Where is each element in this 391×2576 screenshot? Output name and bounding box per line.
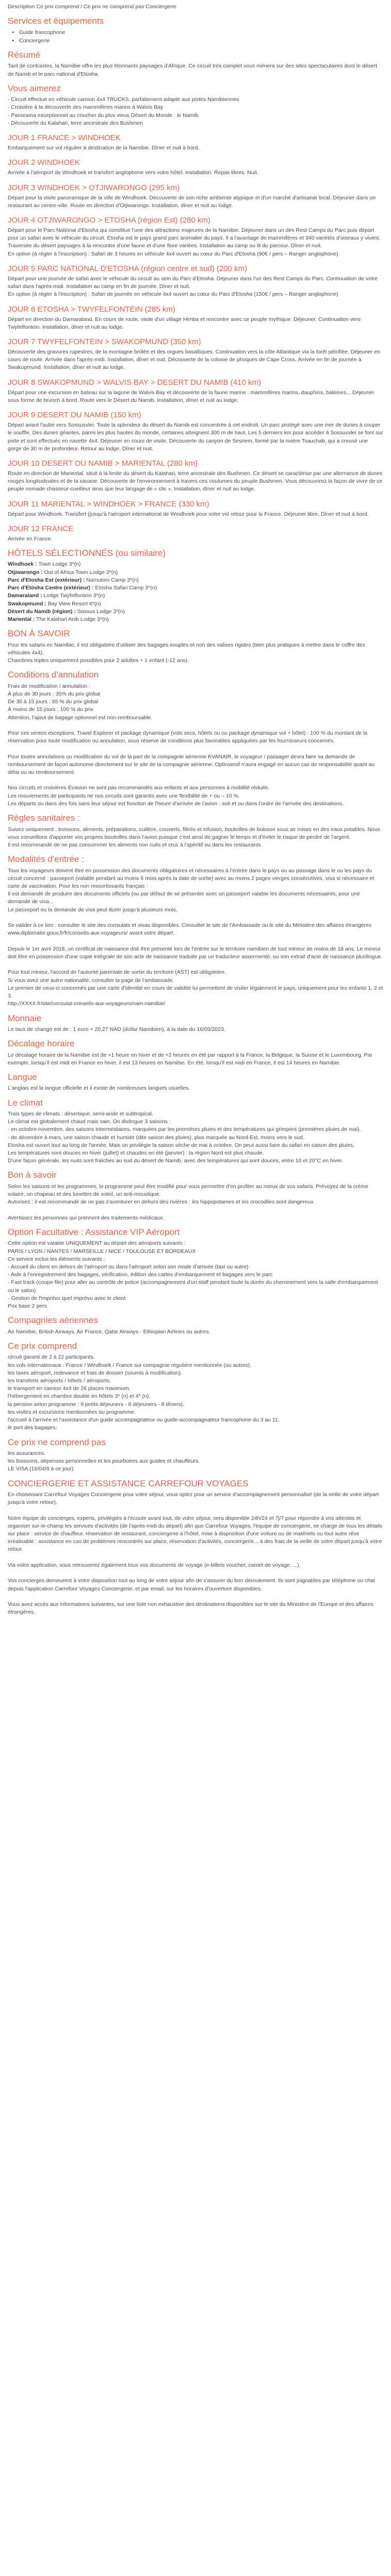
resume-title: Résumé [8,50,41,60]
day-title: JOUR 1 FRANCE > WINDHOEK [8,133,121,143]
day-title: JOUR 9 DESERT DU NAMIB (150 km) [8,411,141,420]
day-text: Arrivée à l'aéroport de Windhoek et transfert anglophone vers votre hôtel. Installation. Repas libres. Nuit. [8,170,258,176]
conditions-text: Frais de modification / annulation : À plus de 30 jours : 35% du prix global De 30 à 15 jours : 65 % du prix global À moins de 15 jours : 100 % du prix Attention, l'ajout de bagage optionnel est non-remboursable. Pour ces ventes exceptions, Travel Explorer et package dynamique (vols secs, hôtels ou ou package dynamique vol + hôtel) : 100 % du montant de la réservation pour toute modification ou annulation, sous réserve de conditions plus favorables appliquées par les fournisseurs concernés. Pour toutes annulations ou modification du vol de la part de la compagnie aérienne KVANAIR, le voyageur / passager devra faire sa demande de remboursement de façon autonome directement sur le site de la compagnie aérienne. Optiroamif n'aura engagé en aucun cas de responsabilité quant au délai ou au remboursement. Nos circuits et croisières Evasion ne sont pas recommandés aux enfants et aux personnes à mobilité réduite. Les mouvements de participants ne nos circuits sont garantis avec une flexibilité de + ou – 10 %. Les départs ou dans des fois sans leur séjour est fonction de l'heure d'arrivée de l'avion : soit et ou dans l'ordre de l'arrivée des destinations. [8,683,375,807]
hotel-line [8,608,383,616]
hotel-name: Out of Africa Town Lodge 3*(n) [44,569,118,575]
monnaie-text: Le taux de change est de : 1 euro = 20,27 NAD (dollar Namibien), à la date du 16/05/2023. [8,1026,225,1032]
aimerez-line: - Découverte du Kalahari, terre ancestrale des Bushmen [8,120,143,126]
bonsavoir-title: Bon à savoir [8,1170,57,1180]
hotel-place: Mariental : [8,616,35,622]
hotel-name: Town Lodge 3*(n) [38,561,81,568]
hotel-name: Sossus Lodge 3*(n) [77,608,125,615]
day-text: Départ pour Windhoek. Transfert (jusqu'à l'aéroport international de Windhoek pour votre vol retour pour la France. Déjeuner libre. Dîner et nuit à bord. [8,511,369,517]
prix-comprend-title: Ce prix comprend [8,1341,77,1351]
services-item: • Guide francophone [19,29,383,37]
hotel-line [8,569,383,577]
day-text: Arrivée en France. [8,535,53,542]
intro-line: Description Ce prix comprend / Ce prix ne comprend pas Conciergerie [8,4,176,10]
day-text: Départ pour une excursion en bateau sur la lagune de Walvis Bay et découverte de la faune marine : mammifères marins, dauphins, baleines... Déjeuner sous forme de brunch à bord. Route vers le Désert du Namib. Installation, dîner et nuit au lodge. [8,389,374,403]
day-text: Route en direction de Mariental, situé à la limite du désert du Kalahari, terre ancestrale des Bushmen. Ce désert se caractérise par une alternance de dunes rouges longitudinales et de la savane. Découverte de l'environnement à travers ces coutumes du peuple Bushmen. Vous découvrirez la façon de vivre de ce peuple nomade chasseur-cueilleur ainsi que leur langage de « clic ». Installation, dîner et nuit au lodge. [8,470,383,493]
climat-text: Trois types de climats : désertique, semi-aride et subtropical. Le climat est globalement chaud mais sain. On distingue 3 saisons : - en octobre-novembre, des saisons intermédiaires, marquées par les premières pluies et des températures qui grimpent (premières pluies de mai). - de décembre à mars, une saison chaude et humide (dite saison des pluies), plus marquée au Nord-Est, moins vers le sud. Etosha est ouvert tout au long de l'année. Mais on privilégie la saison sèche de mai à octobre. On peut aussi faire du safari en saison des pluies. Les températures sont douces en hiver (juillet) et chaudes en été (janvier) : la région Nord est plus chaude. D'une façon générale, les nuits sont fraîches au sud du désert de Namib, avec des températures qui sont douces, entre 10 et 20°C en hiver. [8,1110,361,1164]
services-list [8,29,383,45]
hotel-line [8,577,383,584]
hotel-line [8,592,383,600]
bonsavoir-text: Selon les saisons et les programmes, le programme peut être modifié pour vous permettre d'en profiter au mieux de vos safaris. Prévoyez de la crème solaire, un chapeau et des lunettes de soleil, un anti-moustique. Autorisez : il est recommandé de ne pas s'aventurer en dehors des rivières : les hippopotames et les crocodiles sont dangereux. Avertissez les personnes qui prennent des traitements médicaux. [8,1183,368,1221]
compagnies-title: Compagnies aériennes [8,1315,98,1326]
hotel-place: Swakopmund : [8,600,46,607]
day-text: Départ pour la visite panoramique de la ville de Windhoek. Découverte de son riche ambiente atypique et d'un marché d'artisanat local. Déjeuner dans un restaurant au centre-ville. Route en direction d'Otjiwarongo. Installation, dîner et nuit au lodge. [8,194,376,209]
services-item: • Conciergerie [19,37,383,45]
day-title: JOUR 12 FRANCE [8,524,74,533]
regles-text: Suivez uniquement : boissons, aliments, préparations, cuillère, couverts, filtrés et infusion, bouteilles de boisson sous air mises en des eaux potables. Nous vous conseillons d'apporter vos propres bouteilles dans l'avion puisque c'est ainsi de gagner le temps et d'éviter le risque de perdre de l'argent. Il est recommandé de ne pas consommer les aliments non cuits et crus à l'apéritif ou dans les restaurants. [8,826,380,848]
day-title: JOUR 3 WINDHOEK > OTJIWARONGO (295 km) [8,183,180,192]
climat-title: Le climat [8,1097,43,1108]
prix-comprend-text: circuit garanti de 2 à 22 participants. les vols internationaux : France / Windhoek / France sur compagnie régulière mentionnée (ou autres). les taxes aéroport, redevance et frais de dossier (soumis à modification). les transferts aéroports / hôtels / aéroports. le transport en camion 4x4 de 26 places maximum. l'hébergement en chambre double en hôtels 3* (n) et 4* (n). la pension selon programme : 9 petits déjeuners - 8 déjeuners - 8 dîners). les visites et excursions mentionnées au programme. l'accueil à l'arrivée et l'assistance d'un guide accompagnateur ou guide-accompagnateur francophone du 3 au 11. le port des bagages. [8,1354,280,1431]
aimerez-line: - Circuit effectué en véhicule camion 4x4 TRUCKS, parfaitement adapté aux pistes Namibiennes [8,96,239,103]
itinerary [8,133,383,543]
monnaie-title: Monnaie [8,1013,42,1023]
hotel-line [8,561,383,568]
compagnies-text: Air Namibie, British Airways, Air France, Qatar Airways - Ethiopian Airlines ou autres [8,1328,209,1335]
hotel-line [8,600,383,608]
day-text: Départ pour le Parc National d'Etosha qui constitue l'une des attractions majeures de la Namibie. Déjeuner dans un des Rest Camps du Parc puis départ pour un safari avec le véhicule du circuit. Etosha est le pays grand parc animalier du pays. Il a l'avantage de mammifères et 340 variétés d'oiseaux y vivent. Traversée du désert paysages à la rencontre d'une faune et d'une flore variées. Installation au camp ou lit du parcour. Dîner et nuit. En option (à régler à l'inscription) : Safari de 3 heures en véhicule 4x4 ouvert au cœur du Parc d'Etosha (90€ / pers – Ranger anglophone) [8,227,381,257]
hotels-list [8,561,383,623]
bonvoir-text: Pour les safaris en Namibie, il est obligatoire d'utiliser des bagages souples et non des valises rigides (bien plus pratiques à mettre dans le coffre des véhicules 4x4). Chambres triples uniquement possibles pour 2 adultes + 1 enfant (-12 ans). [8,641,365,664]
hotel-name: Bay View Resort 4*(n) [47,600,101,607]
hotel-name: Lodge Twyfelfontein 3*(n) [43,592,105,599]
day-title: JOUR 10 DESERT DU NAMIB > MARIENTAL (280 km) [8,459,198,468]
hotel-line [8,616,383,623]
aimerez-title: Vous aimerez [8,83,61,93]
hotel-place: Otjiwarongo : [8,569,43,575]
hotel-place: Parc d'Etosha Est (extérieur) : [8,577,85,583]
conciergerie-text: En choisissant Carrefour Voyages Conciergerie pour votre séjour, vous optez pour un service d'accompagnement personnalisé (de la veille de votre départ jusqu'à votre retour). Notre équipe de concierges, experts, privilégiés à l'écoute avant tout, de votre séjour, sera disponible 24h/24 et 7j/7 pour répondre à vos attentes et organiser sur-le-champ les services d'activités (de l'après-midi du départ) afin que Carrefour Voyages, l'équipe de conciergerie, se charge de tous les détails sur place : service de chauffeur, réservation de restaurant, conciergerie à l'hôtel, mise à disposition d'une voiture ou de matériels ou tout autre rêve irréalisable : assistance en cas de problèmes rencontrés sur place, réservation d'activités, conciergerie... à des frais de la veille de votre départ jusqu'à votre retour. Via votre application, vous retrouverez également tous vos documents de voyage (e-billets voucher, carnet de voyage, ...). Vos concierges demeurent à votre disposition tout au long de votre séjour afin de s'assurer du bon déroulement. Ils sont joignables par téléphone ou chat depuis l'application Carrefour Voyages Conciergerie, et par email, sur les horaires d'ouverture disponibles. Vous avez accès aux informations suivantes, sur une liste non exhaustive des destinations disponibles sur le site du Ministère de l'Europe et des affaires étrangères. [8,1491,382,1616]
hotel-name: Namutoni Camp 3*(n) [86,577,139,583]
prix-ne-comprend-text: les assurances. les boissons, dépenses personnelles et les pourboires aux guides et chauffeurs. LE VISA (16/04/8 à ce jour). [8,1450,200,1472]
day-title: JOUR 11 MARIENTAL > WINDHOEK > FRANCE (330 km) [8,499,209,509]
hotel-place: Désert du Namib (région) : [8,608,76,615]
day-text: Embarquement sur vol régulier à destination de la Namibie. Dîner et nuit à bord. [8,145,200,151]
option-title: Option Facultative : Assistance VIP Aéroport [8,1227,180,1237]
prix-ne-comprend-title: Ce prix ne comprend pas [8,1437,106,1447]
hotels-title: HÔTELS SÉLECTIONNÉS (ou similaire) [8,548,166,558]
day-text: Départ en direction du Damaraland. En cours de route, visite d'un village Himba et rencontre avec ce peuple mythique. Déjeuner. Continuation vers Twyfelfontein. Installation, dîner et nuit au lodge. [8,316,361,330]
decalage-title: Décalage horaire [8,1039,75,1049]
hotel-place: Parc d'Etosha Centre (extérieur) : [8,585,94,591]
formalites-title: Modalités d'entrée : [8,854,84,865]
day-title: JOUR 7 TWYFELFONTEIN > SWAKOPMUND (350 km) [8,337,201,346]
hotel-place: Windhoek : [8,561,37,568]
hotel-name: The Kalahari Anib Lodge 3*(n) [36,616,109,622]
day-title: JOUR 8 SWAKOPMUND > WALVIS BAY > DESERT DU NAMIB (410 km) [8,378,261,387]
conditions-title: Conditions d'annulation [8,670,99,680]
day-title: JOUR 4 OTJIWARONGO > ETOSHA (région Est) (280 km) [8,216,210,225]
day-title: JOUR 2 WINDHOEK [8,158,80,167]
day-title: JOUR 6 ETOSHA > TWYFELFONTEIN (285 km) [8,304,175,314]
resume-text: Tant de contrastes, la Namibie offre les plus étonnants paysages d'Afrique. Ce circuit très complet vous mènera sur des sites spectaculaires dont le désert de Namib et le parc national d'Etosha. [8,63,378,77]
hotel-line [8,584,383,592]
aimerez-line: - Panorama exceptionnel au coucher du plus vieux Désert du Monde : le Namib [8,112,199,118]
services-title: Services et équipements [8,16,104,26]
conciergerie-title: CONCIERGERIE ET ASSISTANCE CARREFOUR VOYAGES [8,1478,249,1488]
day-text: Départ avant l'aube vers Sossusvlei. Toute la splendeur du désert du Namib est concentrée à cet endroit. Un parc protégé avec une mer de dunes à couper le souffle. Des dunes géantes, parmi les plus hautes du monde, certaines atteignent 300 m de haut. Les 5 derniers km pour accéder à Sossusvlei se font sur piste et sont effectués en navette 4x4. Déjeuner en cours de visite. Découverte du canyon de Sesriem, formé par la rivière Tsauchab, qui a creusé une gorge de 30 m de profondeur. Retour au lodge. Dîner et nuit. [8,422,383,452]
aimerez-line: - Croisière à la découverte des mammifères marins à Walvis Bay [8,104,164,111]
day-text: Découverte des gravures rupestres, de la montagne brûlée et des orgues basaltiques. Continuation vers la côte Atlantique via la forêt pétrifiée. Déjeuner en cours de route. Arrivée dans l'après-midi. Installation, dîner et nuit. Découverte de la colonie de phoques de Cape Cross. Arrivée en fin de journée à Swakopmund. Installation, dîner et nuit au lodge. [8,348,381,371]
hotel-place: Damaraland : [8,592,42,599]
bonvoir-title: BON À SAVOIR [8,629,70,639]
hotel-name: Etosha Safari Camp 3*(n) [95,585,157,591]
day-title: JOUR 5 PARC NATIONAL D'ETOSHA (région centre et sud) (200 km) [8,264,248,273]
langue-title: Langue [8,1072,37,1082]
day-text: Départ pour une journée de safari avec le véhicule du circuit au sein du Parc d'Etosha. Déjeuner dans l'un des Rest Camps du Parc. Continuation de votre safari dans l'après-midi. Installation au camp en fin de journée. Dîner et nuit. En option (à régler à l'inscription) : Safari de journée en véhicule 4x4 ouvert au cœur du Parc d'Etosha (150€ / pers – Ranger anglophone) [8,275,378,298]
formalites-text: Tous les voyageurs doivent être en possession des documents obligatoires et nécessaires à l'entrée dans le pays ou au passage dans le ou les pays du circuit concerné : passeport (valable pendant au moins 6 mois après la date de sortie) avec au moins 2 pages vierges consécutives, visa si nécessaire et carte de vaccination. Pour les non ressortissants français : Il est demandé de produire des documents officiels (ou par défaut de se présenter avec un passeport valable les documents nécessaires, pour une demande de visa... Le passeport ou la demande de visa peut durer jusqu'à plusieurs mois. Se valider à ce lien : consulter le site des consulats et visas disponibles. Consulter le site de l'Ambassade ou le site du Ministère des affaires étrangères www.diplomatie.gouv.fr/fr/conseils-aux-voyageurs/ avant votre départ. Depuis le 1er avril 2018, un certificat de naissance doit être présenté lors de l'entrée sur le territoire namibien de tout mineur de moins de 18 ans. Le mineur doit être en possession d'une copie intégrale de son acte de naissance traduite par un traducteur assermenté, ou son extrait d'acte de naissance plurilingue. Pour tout mineur, l'accord de l'autorité parentale de sortie du territoire (AST) est obligatoire. Si vous avez une autre nationalité, consulter la page de l'ambassade. Le premier de ceux-ci concernés par une carte d'identité en cours de validité lui permettent de visiter légalement le pays, uniquement pour les enfants 1, 2 et 3. http://XXXX.fr/site/consulat-conseils-aux-voyageurs/nam-namibie/ [8,867,383,1007]
option-text: Cette option est valable UNIQUEMENT au départ des aéroports suivants : PARIS / LYON / NANTES / MARSEILLE / NICE / TOULOUSE ET BORDEAUX Ce service inclus les éléments suivants : - Accueil du client en dehors de l'aéroport ou dans l'aéroport selon son mode d'arrivée (taxi ou autre) - Aide à l'enregistrement des bagages, vérification, édition des cartes d'embarquement et bagages vers le parc - Fast track (coupe-file) pour aller au contrôle de police (accompagnement d'un staff pendant toute la durée du cheminement vers la salle d'embarquement ou le salon) - Gestion de l'imprévu quel imprévu avec le client Prix base 2 pers [8,1240,378,1310]
regles-title: Règles sanitaires : [8,813,80,823]
decalage-text: Le décalage horaire de la Namibie est de +1 heure en hiver et de +2 heures en été par rapport à la France, la Belgique, la Suisse et le Luxembourg. Par exemple, lorsqu'il est midi en France en hiver, il est 13 heures en Namibie. En été, lorsqu'il est midi en France, il est 14 heures en Namibie. [8,1052,372,1066]
langue-text: L'anglais est la langue officielle et il existe de nombreuses langues usuelles. [8,1085,190,1092]
